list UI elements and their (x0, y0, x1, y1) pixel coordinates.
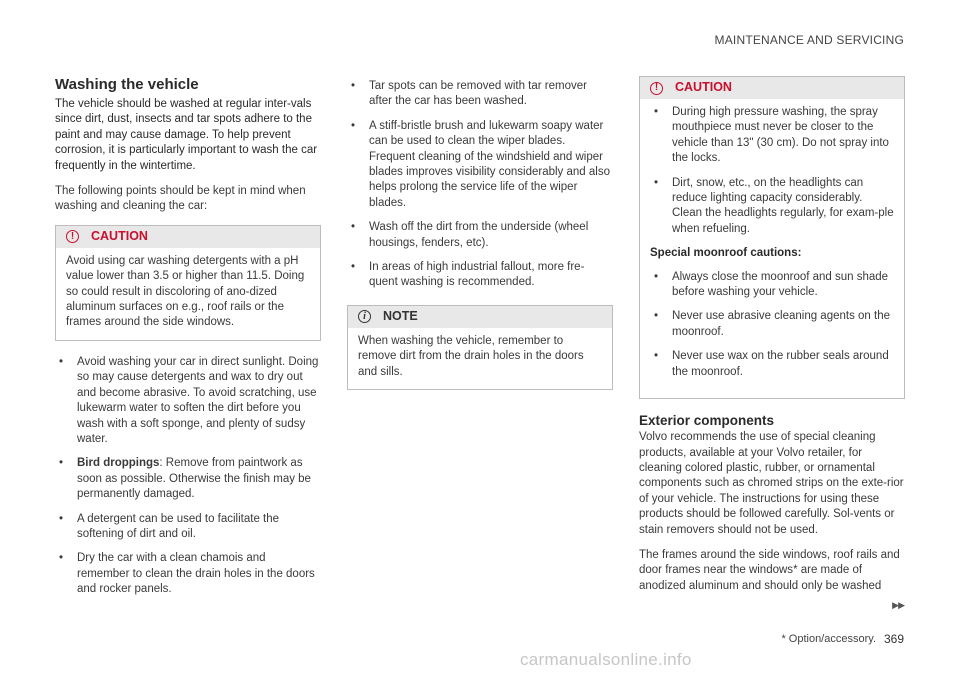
list-item: • Avoid washing your car in direct sunlight. Doing so may cause detergents and wax to dry out and become abrasive. To avoid scratching, use lukewarm water to soften the dirt before you wash with a soft sponge, and plenty of sudsy water. (59, 355, 319, 445)
page-number: 369 (883, 632, 904, 646)
list-item: • A stiff-bristle brush and lukewarm soapy water can be used to clean the wiper blades. Frequent cleaning of the windshield and wiper blades improves visibility considerably and also helps prolong the service life of the wiper blades. (351, 119, 610, 209)
moonroof-cautions-heading: Special moonroof cautions: (650, 247, 802, 260)
bird-droppings-label: Bird droppings (77, 457, 160, 470)
caution-label: CAUTION (675, 80, 732, 95)
note-text: When washing the vehicle, remember to remove dirt from the drain holes in the doors and sills. (358, 334, 584, 378)
list-item: • Always close the moonroof and sun shade before washing your vehicle. (654, 270, 889, 299)
caution-header (56, 226, 320, 248)
list-item: • Dry the car with a clean chamois and remember to clean the drain holes in the doors and rocker panels. (59, 552, 315, 596)
lead-paragraph: The following points should be kept in mind when washing and cleaning the car: (55, 185, 306, 213)
note-label: NOTE (383, 309, 418, 324)
section-heading: Washing the vehicle (55, 76, 199, 93)
washing-tips-list-continued (347, 79, 613, 291)
option-asterisk: * (793, 564, 798, 577)
column-2 (347, 79, 613, 400)
list-item: • In areas of high industrial fallout, more fre-quent washing is recommended. (351, 261, 585, 289)
next-page-icon[interactable]: ▶▶ (892, 600, 904, 610)
page-header-title: MAINTENANCE AND SERVICING (714, 33, 904, 47)
list-item: • Tar spots can be removed with tar remover after the car has been washed. (351, 80, 587, 108)
caution-list (650, 105, 894, 237)
list-item: • Bird droppings: Remove from paintwork as soon as possible. Otherwise the finish may be permanently damaged. (59, 457, 311, 501)
list-item: • Wash off the dirt from the underside (wheel housings, fenders, etc). (351, 221, 589, 249)
exclamation-icon: ! (66, 230, 79, 243)
list-item: • Never use abrasive cleaning agents on the moonroof. (654, 310, 891, 338)
list-item: • Dirt, snow, etc., on the headlights can reduce lighting capacity considerably. Clean the headlights regularly, for exam-ple when refueling. (654, 176, 894, 235)
caution-box (55, 225, 321, 341)
intro-paragraph: The vehicle should be washed at regular inter-vals since dirt, dust, insects and tar spots adhere to the paint and may cause damage. To help prevent corrosion, it is particularly important to wash the car frequently in the wintertime. (55, 98, 318, 172)
exterior-components-heading: Exterior components (639, 413, 775, 429)
list-item: • A detergent can be used to facilitate the softening of dirt and oil. (59, 512, 280, 540)
watermark-text: carmanualsonline.info (520, 650, 692, 669)
washing-tips-list (55, 355, 321, 598)
caution-text: Avoid using car washing detergents with a pH value lower than 3.5 or higher than 11.5. Doing so could result in discoloring of ano-dized aluminum surfaces on e.g., roof rails or the frames around the side windows. (66, 254, 305, 329)
note-header (348, 306, 612, 328)
caution-box-washing (639, 76, 905, 399)
list-item: • During high pressure washing, the spray mouthpiece must never be closer to the vehicle than 13" (30 cm). Do not spray into the locks. (654, 106, 889, 165)
list-item: • Never use wax on the rubber seals around the moonroof. (654, 350, 889, 378)
moonroof-cautions-list (650, 270, 894, 380)
caution-header (640, 77, 904, 99)
column-1 (55, 76, 321, 607)
exterior-paragraph-1: Volvo recommends the use of special cleaning products, available at your Volvo retailer, for cleaning colored plastic, rubber, or ornamental components such as chromed strips on the exte-rior of your vehicle. The instructions for using these products should be followed carefully. Sol-vents or stain removers should not be used. (639, 431, 904, 536)
exterior-paragraph-2: The frames around the side windows, roof rails and door frames near the windows* are made of anodized aluminum and should only be washed (639, 548, 900, 592)
note-box (347, 305, 613, 390)
column-3 (639, 76, 905, 604)
exclamation-icon: ! (650, 82, 663, 95)
caution-label: CAUTION (91, 229, 148, 244)
option-accessory-note: * Option/accessory. (781, 633, 876, 645)
info-icon: i (358, 310, 371, 323)
